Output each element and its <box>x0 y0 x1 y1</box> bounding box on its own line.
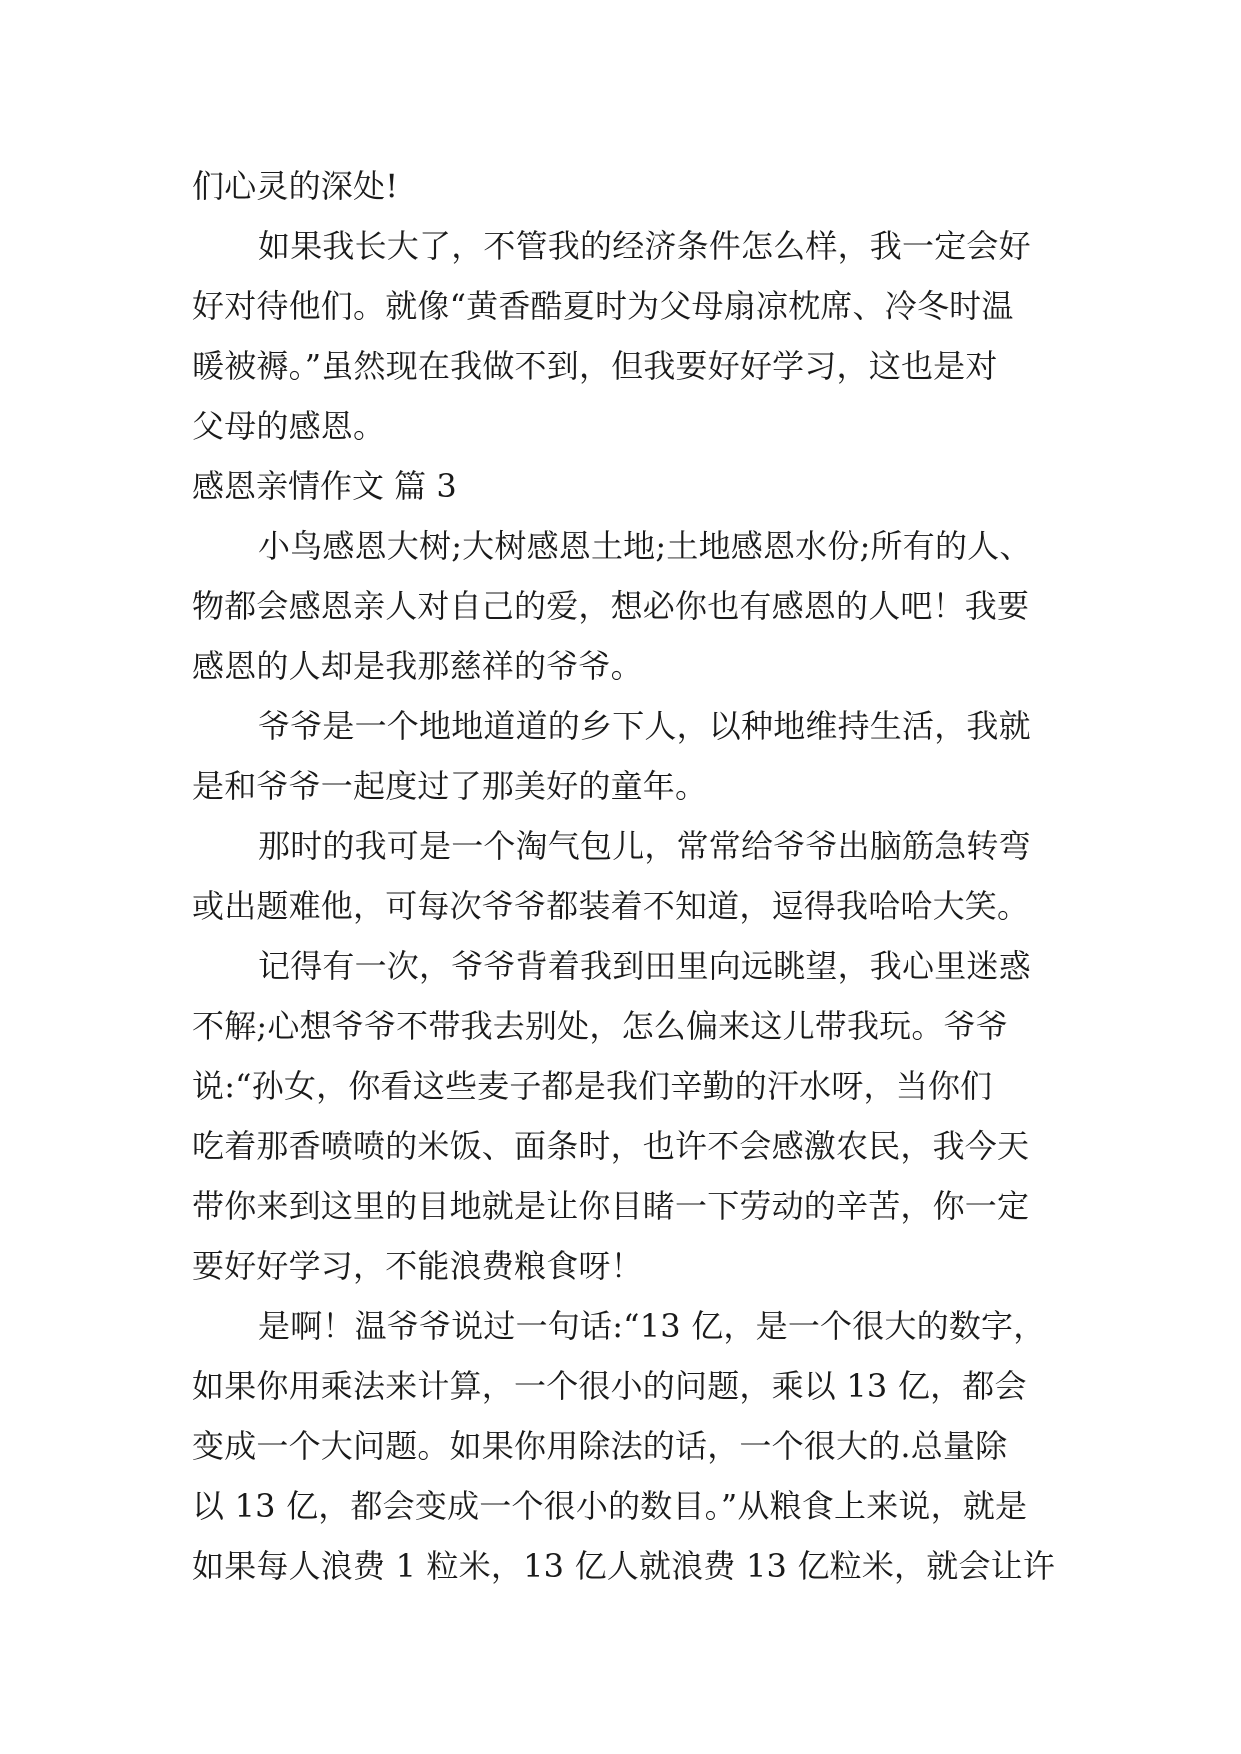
text-line: 们心灵的深处! <box>192 167 399 205</box>
paragraph-start-line: 爷爷是一个地地道道的乡下人，以种地维持生活，我就 <box>258 707 1031 745</box>
paragraph-start-line: 那时的我可是一个淘气包儿，常常给爷爷出脑筋急转弯 <box>258 827 1031 865</box>
text-line: 好对待他们。就像“黄香酷夏时为父母扇凉枕席、冷冬时温 <box>192 287 1014 325</box>
text-line: 感恩的人却是我那慈祥的爷爷。 <box>192 647 643 685</box>
paragraph-start-line: 小鸟感恩大树;大树感恩土地;土地感恩水份;所有的人、 <box>258 527 1032 565</box>
text-line: 吃着那香喷喷的米饭、面条时，也许不会感激农民，我今天 <box>192 1127 1030 1165</box>
text-line: 要好好学习，不能浪费粮食呀！ <box>192 1247 643 1285</box>
text-line: 物都会感恩亲人对自己的爱，想必你也有感恩的人吧！我要 <box>192 587 1030 625</box>
text-line: 父母的感恩。 <box>192 407 386 445</box>
text-line: 如果每人浪费 1 粒米，13 亿人就浪费 13 亿粒米，就会让许 <box>192 1547 1056 1585</box>
text-line: 说:“孙女，你看这些麦子都是我们辛勤的汗水呀，当你们 <box>192 1067 993 1105</box>
paragraph-start-line: 记得有一次，爷爷背着我到田里向远眺望，我心里迷惑 <box>258 947 1031 985</box>
text-line: 带你来到这里的目地就是让你目睹一下劳动的辛苦，你一定 <box>192 1187 1030 1225</box>
text-line: 暖被褥。”虽然现在我做不到，但我要好好学习，这也是对 <box>192 347 998 385</box>
text-line: 不解;心想爷爷不带我去别处，怎么偏来这儿带我玩。爷爷 <box>192 1007 1008 1045</box>
text-line: 是和爷爷一起度过了那美好的童年。 <box>192 767 708 805</box>
paragraph-start-line: 如果我长大了，不管我的经济条件怎么样，我一定会好 <box>258 227 1031 265</box>
text-line: 如果你用乘法来计算，一个很小的问题，乘以 13 亿，都会 <box>192 1367 1027 1405</box>
section-heading: 感恩亲情作文 篇 3 <box>192 467 457 505</box>
text-line: 变成一个大问题。如果你用除法的话，一个很大的.总量除 <box>192 1427 1008 1465</box>
text-line: 或出题难他，可每次爷爷都装着不知道，逗得我哈哈大笑。 <box>192 887 1030 925</box>
paragraph-start-line: 是啊！温爷爷说过一句话:“13 亿，是一个很大的数字， <box>258 1307 1046 1345</box>
document-body <box>192 156 1056 1596</box>
text-line: 以 13 亿，都会变成一个很小的数目。”从粮食上来说，就是 <box>192 1487 1028 1525</box>
